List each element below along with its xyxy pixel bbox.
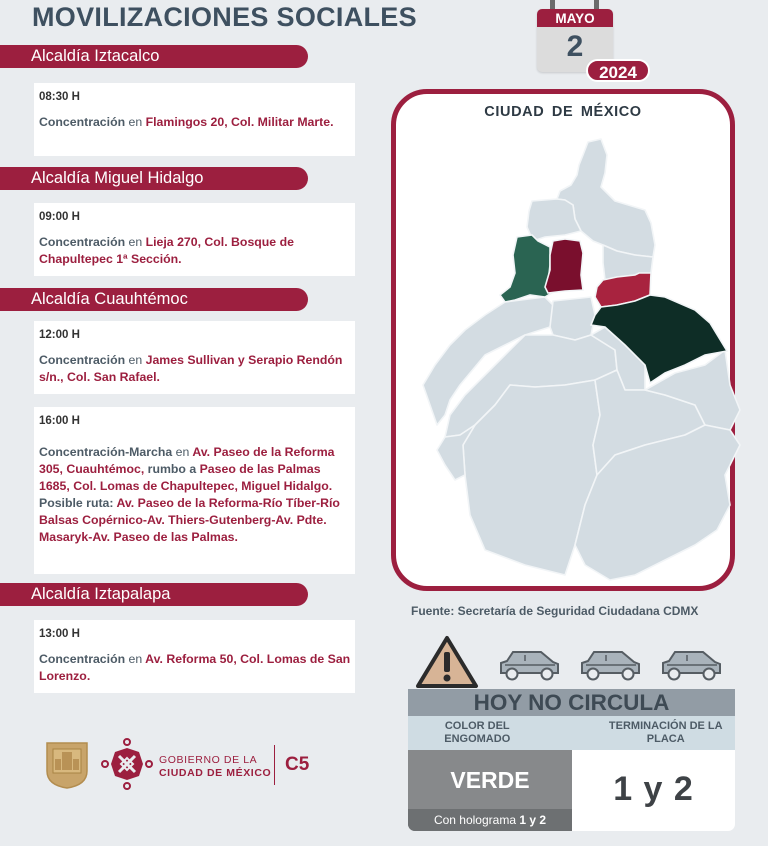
engomado-label: COLOR DEL ENGOMADO xyxy=(444,720,511,745)
warning-icon xyxy=(414,634,480,690)
alcaldia-header-iztapalapa: Alcaldía Iztapalapa xyxy=(0,583,308,606)
calendar-day: 2 xyxy=(566,30,584,63)
c5-logo: C5 xyxy=(285,754,310,775)
engomado-panel xyxy=(408,750,572,831)
event-description: Concentración en James Sullivan y Serapio Rendón s/n., Col. San Rafael. xyxy=(39,353,343,384)
event-time: 08:30 H xyxy=(39,91,80,103)
alcaldia-header-cuauhtemoc: Alcaldía Cuauhtémoc xyxy=(0,288,308,311)
engomado-color: VERDE xyxy=(450,767,530,793)
event-time: 12:00 H xyxy=(39,329,80,341)
gobierno-cdmx-logo-icon xyxy=(101,738,153,790)
alcaldia-header-miguel-hidalgo: Alcaldía Miguel Hidalgo xyxy=(0,167,308,190)
hoy-no-circula-title: HOY NO CIRCULA xyxy=(408,689,735,716)
calendar-year: 2024 xyxy=(586,59,650,82)
map-title: CIUDAD DE MÉXICO xyxy=(484,104,642,120)
event-description: Concentración en Flamingos 20, Col. Militar Marte. xyxy=(39,115,334,129)
placa-label: TERMINACIÓN DE LA PLACA xyxy=(608,720,723,745)
cdmx-shield-logo-icon xyxy=(45,741,89,789)
map-source: Fuente: Secretaría de Seguridad Ciudadana CDMX xyxy=(411,604,699,618)
car-icon xyxy=(497,649,561,681)
cdmx-map-panel xyxy=(391,89,735,591)
event-description: Concentración-Marcha en Av. Paseo de la Reforma 305, Cuauhtémoc, rumbo a Paseo de las Palmas 1685, Col. Lomas de Chapultepec, Miguel Hidalgo. Posible ruta: Av. Paseo de la Reforma-Río Tíber-Río Balsas Copérnico-Av. Thiers-Gutenberg-Av. Pdte. Masaryk-Av. Paseo de las Palmas. xyxy=(39,445,340,544)
plate-ending: 1 y 2 xyxy=(613,770,694,808)
hoy-no-circula-values xyxy=(408,750,735,831)
hoy-no-circula-labels xyxy=(408,716,735,750)
map-region-benito-juarez xyxy=(550,297,595,340)
car-icon xyxy=(578,649,642,681)
hologram-note: Con holograma 1 y 2 xyxy=(408,809,572,831)
event-time: 13:00 H xyxy=(39,628,80,640)
calendar-month: MAYO xyxy=(537,9,613,27)
gobierno-cdmx-wordmark: GOBIERNO DE LA CIUDAD DE MÉXICO xyxy=(159,754,272,779)
event-description: Concentración en Av. Reforma 50, Col. Lomas de San Lorenzo. xyxy=(39,652,351,683)
map-region-azcapotzalco xyxy=(527,199,581,241)
page-title: MOVILIZACIONES SOCIALES xyxy=(32,2,417,32)
alcaldia-header-iztacalco: Alcaldía Iztacalco xyxy=(0,45,308,68)
logo-divider xyxy=(274,745,275,785)
event-description: Concentración en Lieja 270, Col. Bosque de Chapultepec 1ª Sección. xyxy=(39,235,294,266)
event-time: 16:00 H xyxy=(39,415,80,427)
event-time: 09:00 H xyxy=(39,211,80,223)
car-icon xyxy=(659,649,723,681)
